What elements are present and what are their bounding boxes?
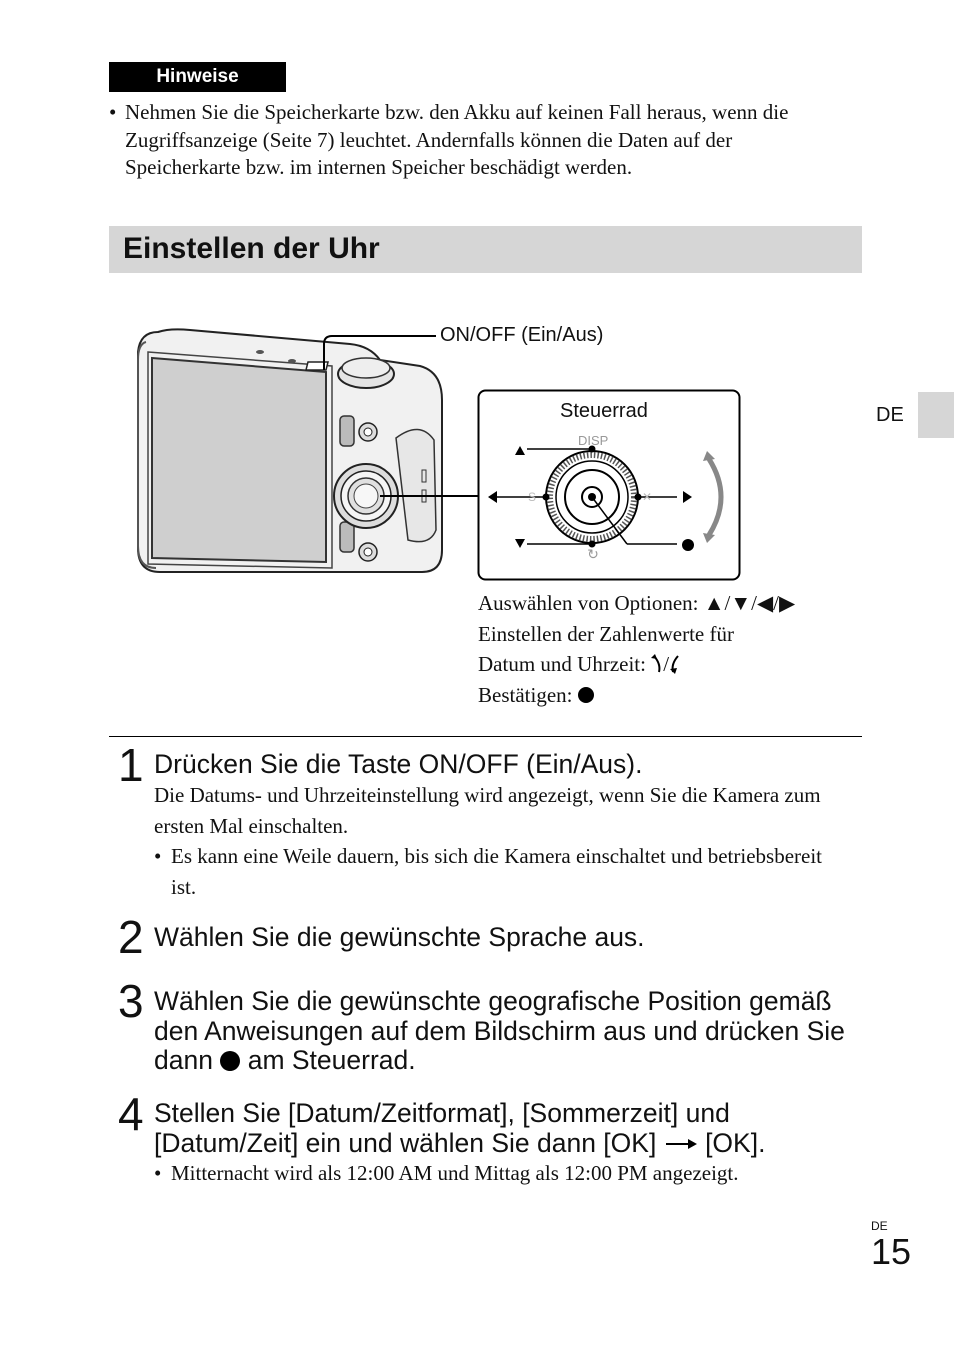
step-2-heading: Wählen Sie die gewünschte Sprache aus. [154, 922, 645, 952]
caption-date-text: Datum und Uhrzeit: [478, 652, 652, 676]
step-1-heading: Drücken Sie die Taste ON/OFF (Ein/Aus). [154, 749, 643, 779]
step-3-heading-text: Wählen Sie die gewünschte geografische Position gemäß den Anweisungen auf dem Bildschirm aus und drücken Sie dann [154, 986, 845, 1075]
svg-text:↻: ↻ [587, 546, 599, 562]
step-4-body [154, 1158, 844, 1189]
step-4-bullet [154, 1158, 844, 1189]
step-3-heading-end: am Steuerrad. [247, 1045, 416, 1075]
bullet: • [154, 1161, 162, 1185]
figure-caption [478, 588, 795, 710]
svg-text:✕: ✕ [641, 490, 653, 504]
side-tab [918, 392, 954, 438]
step-3-heading [154, 987, 854, 1076]
bullet: • [154, 844, 162, 868]
divider-line [109, 736, 862, 737]
page-language: DE [871, 1219, 888, 1233]
disp-label: DISP [578, 433, 609, 448]
step-1-bullet [154, 841, 844, 902]
svg-text:S: S [527, 490, 537, 504]
step-4-heading [154, 1099, 844, 1158]
step-4-heading-end: [OK]. [705, 1127, 766, 1158]
caption-line-date [478, 649, 795, 680]
step-1-body [154, 780, 844, 902]
center-button-icon [220, 1051, 240, 1071]
step-1-bullet-text: Es kann eine Weile dauern, bis sich die Kamera einschaltet und betriebsbereit ist. [171, 844, 823, 899]
onoff-leader-line [300, 320, 440, 380]
caption-slash: / [663, 652, 670, 676]
arrow-right-icon [664, 1137, 698, 1151]
caption-confirm-text: Bestätigen: [478, 682, 578, 707]
wheel-leader-line [380, 486, 480, 506]
step-1-paragraph: Die Datums- und Uhrzeiteinstellung wird angezeigt, wenn Sie die Kamera zum ersten Mal einschalten. [154, 783, 821, 838]
notes-text [109, 99, 849, 182]
onoff-label: ON/OFF (Ein/Aus) [440, 324, 604, 346]
rotate-left-icon [651, 654, 663, 674]
wheel-label: Steuerrad [560, 400, 648, 422]
notes-paragraph: Nehmen Sie die Speicherkarte bzw. den Akku auf keinen Fall heraus, wenn die Zugriffsanzeige (Seite 7) leuchtet. Andernfalls können die Daten auf der Speicherkarte bzw. im internen Speicher beschädigt werden. [125, 100, 789, 179]
notes-badge: Hinweise [109, 62, 286, 92]
step-4-bullet-text: Mitternacht wird als 12:00 AM und Mittag als 12:00 PM angezeigt. [171, 1161, 739, 1185]
caption-line-confirm [478, 680, 795, 711]
center-button-icon [578, 687, 594, 703]
step-1-number: 1 [118, 739, 144, 791]
rotate-right-icon [669, 654, 681, 674]
section-title: Einstellen der Uhr [123, 232, 380, 265]
step-2-number: 2 [118, 911, 144, 963]
caption-line-select: Auswählen von Optionen: ▲/▼/◀/▶ [478, 591, 796, 615]
step-4-number: 4 [118, 1088, 144, 1140]
step-3-number: 3 [118, 975, 144, 1027]
bullet: • [109, 100, 117, 124]
side-tab-language: DE [876, 404, 904, 426]
step-4-heading-text: Stellen Sie [Datum/Zeitformat], [Sommerzeit] und [Datum/Zeit] ein und wählen Sie dann [OK] [154, 1098, 730, 1158]
caption-line-numbers: Einstellen der Zahlenwerte für [478, 621, 734, 646]
page-number: 15 [871, 1231, 912, 1272]
